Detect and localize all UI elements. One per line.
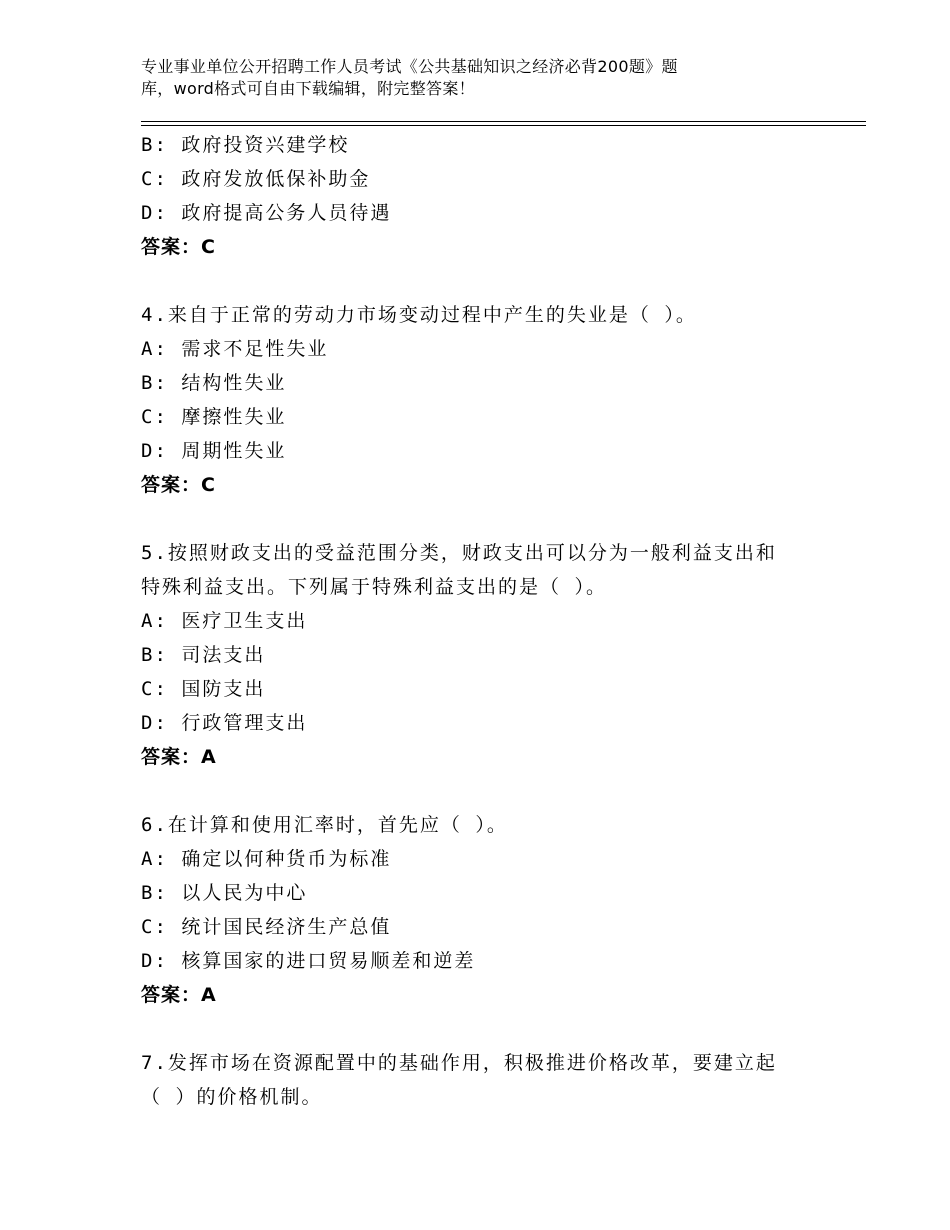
option-c: C: 政府发放低保补助金 xyxy=(141,168,371,190)
answer: 答案：C xyxy=(141,236,216,258)
option-d: D: 政府提高公务人员待遇 xyxy=(141,202,392,224)
header-rule-bottom xyxy=(141,125,866,126)
option-b: B: 结构性失业 xyxy=(141,372,287,394)
spacer xyxy=(141,774,841,808)
option-b: B: 司法支出 xyxy=(141,644,266,666)
question-4 xyxy=(141,298,841,502)
document-header xyxy=(141,56,781,100)
question-stem-line-1: 7.发挥市场在资源配置中的基础作用，积极推进价格改革，要建立起 xyxy=(141,1052,777,1074)
spacer xyxy=(141,264,841,298)
question-6 xyxy=(141,808,841,1012)
spacer xyxy=(141,502,841,536)
question-stem-line-2: 特殊利益支出。下列属于特殊利益支出的是（ ）。 xyxy=(141,576,607,598)
question-stem-line-1: 5.按照财政支出的受益范围分类，财政支出可以分为一般利益支出和 xyxy=(141,542,777,564)
option-d: D: 行政管理支出 xyxy=(141,712,308,734)
option-d: D: 周期性失业 xyxy=(141,440,287,462)
question-5 xyxy=(141,536,841,774)
question-7 xyxy=(141,1046,841,1114)
header-rule-top xyxy=(141,121,866,122)
question-stem: 6.在计算和使用汇率时，首先应（ ）。 xyxy=(141,814,508,836)
option-d: D: 核算国家的进口贸易顺差和逆差 xyxy=(141,950,476,972)
option-b: B: 政府投资兴建学校 xyxy=(141,134,350,156)
option-a: A: 医疗卫生支出 xyxy=(141,610,308,632)
option-a: A: 需求不足性失业 xyxy=(141,338,329,360)
header-line-1: 专业事业单位公开招聘工作人员考试《公共基础知识之经济必背200题》题 xyxy=(141,57,678,76)
option-b: B: 以人民为中心 xyxy=(141,882,308,904)
header-line-2: 库，word格式可自由下载编辑，附完整答案！ xyxy=(141,79,475,98)
answer: 答案：C xyxy=(141,474,216,496)
question-stem: 4.来自于正常的劳动力市场变动过程中产生的失业是（ ）。 xyxy=(141,304,697,326)
answer: 答案：A xyxy=(141,746,217,768)
option-c: C: 国防支出 xyxy=(141,678,266,700)
question-stem-line-2: （ ）的价格机制。 xyxy=(141,1086,323,1108)
spacer xyxy=(141,1012,841,1046)
option-a: A: 确定以何种货币为标准 xyxy=(141,848,392,870)
question-3 xyxy=(141,128,841,264)
document-body xyxy=(141,128,841,1114)
option-c: C: 摩擦性失业 xyxy=(141,406,287,428)
answer: 答案：A xyxy=(141,984,217,1006)
option-c: C: 统计国民经济生产总值 xyxy=(141,916,392,938)
